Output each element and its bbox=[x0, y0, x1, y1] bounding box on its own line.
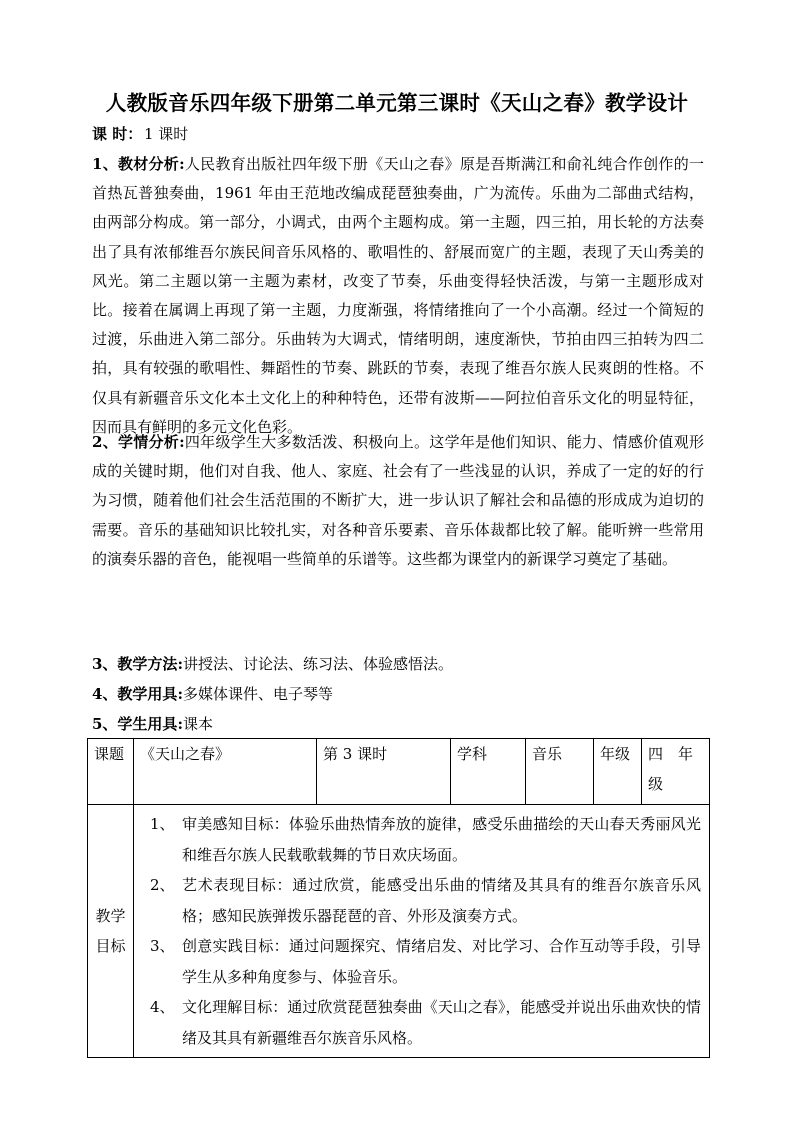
goal-number: 2、 bbox=[150, 876, 175, 894]
lesson-table bbox=[87, 738, 710, 1058]
goal-number: 1、 bbox=[150, 815, 175, 833]
goal-number: 4、 bbox=[150, 998, 175, 1016]
item-heading: 4、教学用具: bbox=[92, 685, 183, 703]
table-cell: 音乐 bbox=[526, 739, 594, 805]
item-heading: 3、教学方法: bbox=[92, 655, 183, 673]
document-title: 人教版音乐四年级下册第二单元第三课时《天山之春》教学设计 bbox=[105, 91, 689, 115]
item-heading: 5、学生用具: bbox=[92, 715, 183, 733]
goals-label: 教学目标 bbox=[95, 907, 126, 955]
list-item bbox=[150, 992, 701, 1053]
item-text: 多媒体课件、电子琴等 bbox=[182, 685, 333, 703]
item-teaching-method bbox=[92, 654, 708, 674]
item-teaching-tools bbox=[92, 684, 708, 704]
goal-text: 艺术表现目标：通过欣赏，能感受出乐曲的情绪及其具有的维吾尔族音乐风格；感知民族弹拨乐器琵琶的音、外形及演奏方式。 bbox=[182, 876, 701, 925]
section-heading: 2、学情分析: bbox=[92, 433, 185, 451]
item-student-tools bbox=[92, 714, 708, 734]
list-item bbox=[150, 809, 701, 870]
section-text: 人民教育出版社四年级下册《天山之春》原是吾斯满江和俞礼纯合作创作的一首热瓦普独奏曲，1961 年由王范地改编成琵琶独奏曲，广为流传。乐曲为二部曲式结构，由两部分构成。第一部分，小调式，由两个主题构成。第一主题，四三拍，用长轮的方法奏出了具有浓郁维吾尔族民间音乐风格的、歌唱性的、舒展而宽广的主题，表现了天山秀美的风光。第二主题以第一主题为素材，改变了节奏，乐曲变得轻快活泼，与第一主题形成对比。接着在属调上再现了第一主题，力度渐强，将情绪推向了一个小高潮。经过一个简短的过渡，乐曲进入第二部分。乐曲转为大调式，情绪明朗，速度渐快，节拍由四三拍转为四二拍，具有较强的歌唱性、舞蹈性的节奏、跳跃的节奏，表现了维吾尔族人民爽朗的性格。不仅具有新疆音乐文化本土文化上的种种特色，还带有波斯——阿拉伯音乐文化的明显特征，因而具有鲜明的多元文化色彩。 bbox=[92, 155, 704, 436]
table-cell: 《天山之春》 bbox=[134, 739, 317, 805]
table-cell: 学科 bbox=[451, 739, 526, 805]
section-text: 四年级学生大多数活泼、积极向上。这学年是他们知识、能力、情感价值观形成的关键时期，他们对自我、他人、家庭、社会有了一些浅显的认识，养成了一定的好的行为习惯，随着他们社会生活范围的不断扩大，进一步认识了解社会和品德的形成成为迫切的需要。音乐的基础知识比较扎实，对各种音乐要素、音乐体裁都比较了解。能听辨一些常用的演奏乐器的音色，能视唱一些简单的乐谱等。这些都为课堂内的新课学习奠定了基础。 bbox=[92, 433, 704, 568]
list-item bbox=[150, 870, 701, 931]
section-material-analysis bbox=[92, 150, 704, 442]
goal-text: 审美感知目标：体验乐曲热情奔放的旋律，感受乐曲描绘的天山春天秀丽风光和维吾尔族人民载歌载舞的节日欢庆场面。 bbox=[182, 815, 701, 864]
period-line bbox=[92, 124, 708, 144]
item-text: 讲授法、讨论法、练习法、体验感悟法。 bbox=[182, 655, 453, 673]
period-value: 1 课时 bbox=[144, 125, 189, 143]
list-item bbox=[150, 931, 701, 992]
goal-number: 3、 bbox=[150, 937, 175, 955]
table-cell: 四 年级 bbox=[642, 739, 710, 805]
item-text: 课本 bbox=[182, 715, 213, 733]
table-header-row bbox=[88, 739, 710, 805]
table-cell: 第 3 课时 bbox=[317, 739, 451, 805]
goal-text: 文化理解目标：通过欣赏琵琶独奏曲《天山之春》，能感受并说出乐曲欢快的情绪及其具有新疆维吾尔族音乐风格。 bbox=[182, 998, 701, 1047]
section-heading: 1、教材分析: bbox=[92, 155, 185, 173]
table-cell: 课题 bbox=[88, 739, 134, 805]
goals-row bbox=[88, 805, 710, 1058]
goals-cell bbox=[134, 805, 710, 1058]
period-label: 课 时： bbox=[92, 125, 143, 143]
goals-label-cell bbox=[88, 805, 134, 1058]
goals-list bbox=[144, 809, 701, 1053]
section-student-analysis bbox=[92, 428, 704, 574]
table-cell: 年级 bbox=[594, 739, 642, 805]
goal-text: 创意实践目标：通过问题探究、情绪启发、对比学习、合作互动等手段，引导学生从多种角度参与、体验音乐。 bbox=[182, 937, 701, 986]
